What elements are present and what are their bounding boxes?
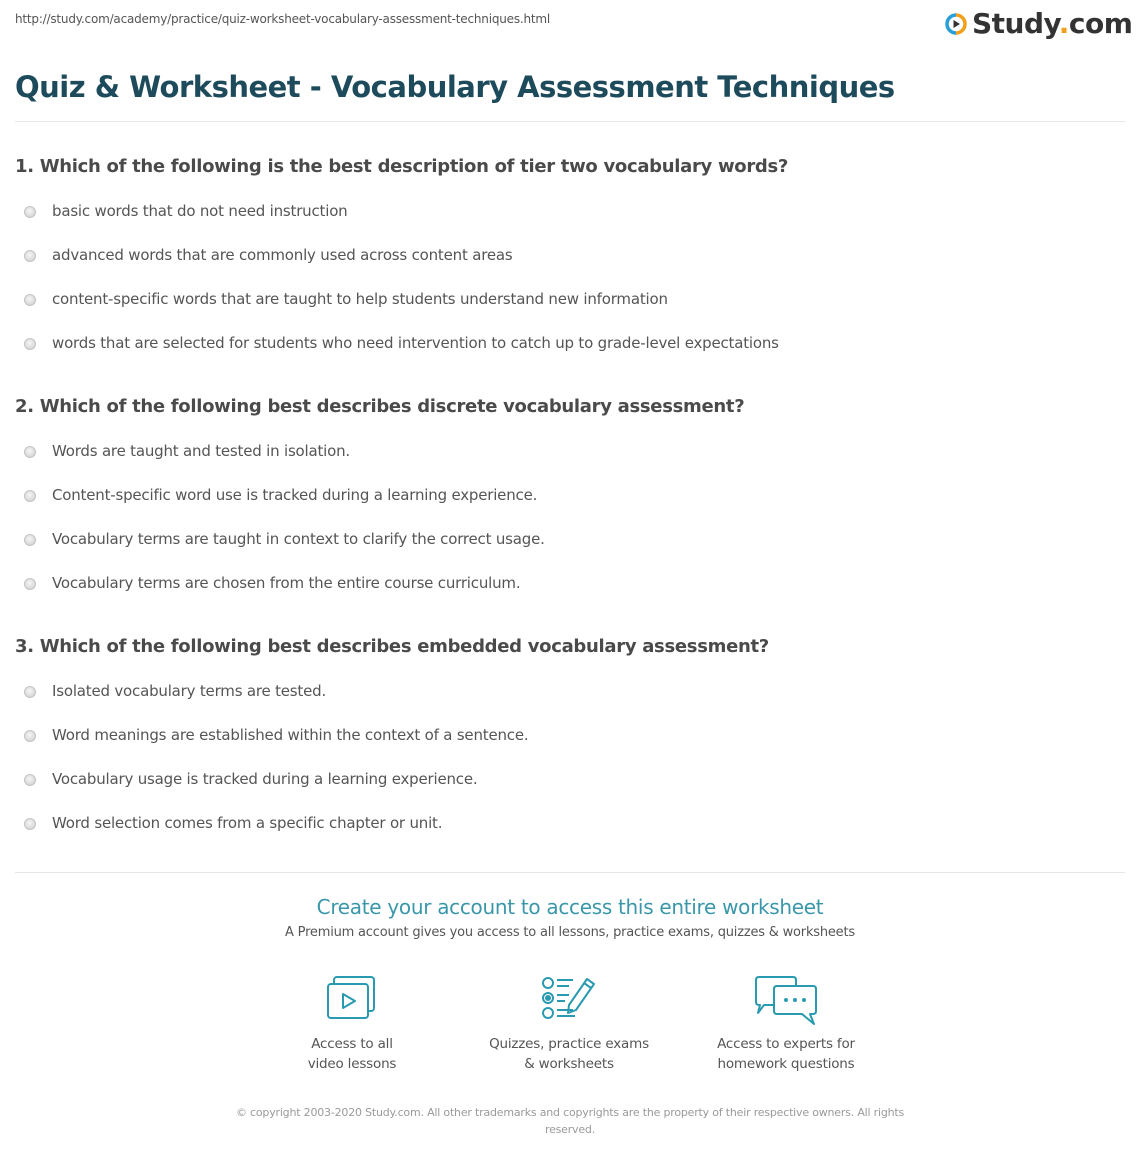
radio-button[interactable] [24,730,36,742]
answer-label: Vocabulary terms are taught in context to clarify the correct usage. [52,530,545,548]
chat-bubbles-icon [754,975,818,1027]
study-logo[interactable] [945,9,1132,39]
premium-description: A Premium account gives you access to all lessons, practice exams, quizzes & worksheets [285,925,855,940]
answer-label: Word meanings are established within the context of a sentence. [52,726,529,744]
radio-button[interactable] [24,206,36,218]
play-circle-logo-icon [945,13,967,35]
quiz-checklist-icon [541,975,597,1021]
answer-list [15,190,1125,366]
answer-label: basic words that do not need instruction [52,202,348,220]
answer-option[interactable] [24,758,1125,802]
answer-option[interactable] [24,518,1125,562]
copyright-notice: © copyright 2003-2020 Study.com. All other trademarks and copyrights are the property of their respective owners. All rights reserved. [235,1106,905,1136]
radio-button[interactable] [24,294,36,306]
question-title: 1. Which of the following is the best description of tier two vocabulary words? [15,156,789,177]
question-3 [15,635,1125,846]
answer-label: Vocabulary usage is tracked during a learning experience. [52,770,478,788]
radio-button[interactable] [24,578,36,590]
answer-label: Vocabulary terms are chosen from the entire course curriculum. [52,574,521,592]
feature-label: Access to experts for homework questions [717,1036,855,1072]
feature-label: Access to all video lessons [307,1036,397,1072]
answer-option[interactable] [24,278,1125,322]
answer-option[interactable] [24,474,1125,518]
section-divider [15,872,1125,873]
question-title: 2. Which of the following best describes discrete vocabulary assessment? [15,396,745,417]
radio-button[interactable] [24,818,36,830]
radio-button[interactable] [24,534,36,546]
answer-label: words that are selected for students who need intervention to catch up to grade-level expectations [52,334,779,352]
video-lessons-icon [326,975,378,1021]
page-title: Quiz & Worksheet - Vocabulary Assessment Techniques [15,70,895,104]
radio-button[interactable] [24,250,36,262]
answer-option[interactable] [24,714,1125,758]
create-account-heading[interactable]: Create your account to access this entire worksheet [316,895,824,919]
radio-button[interactable] [24,774,36,786]
radio-button[interactable] [24,446,36,458]
answer-option[interactable] [24,322,1125,366]
question-1 [15,155,1125,366]
answer-list [15,430,1125,606]
answer-option[interactable] [24,430,1125,474]
feature-video-lessons [252,975,452,1074]
answer-option[interactable] [24,670,1125,714]
question-2 [15,395,1125,606]
answer-label: advanced words that are commonly used across content areas [52,246,513,264]
radio-button[interactable] [24,686,36,698]
answer-option[interactable] [24,234,1125,278]
feature-label: Quizzes, practice exams & worksheets [489,1036,649,1072]
title-divider [15,121,1125,122]
answer-label: Words are taught and tested in isolation. [52,442,350,460]
answer-option[interactable] [24,562,1125,606]
page-url: http://study.com/academy/practice/quiz-worksheet-vocabulary-assessment-techniques.html [15,12,551,26]
answer-option[interactable] [24,190,1125,234]
radio-button[interactable] [24,490,36,502]
answer-label: Word selection comes from a specific chapter or unit. [52,814,443,832]
answer-label: Content-specific word use is tracked during a learning experience. [52,486,538,504]
answer-option[interactable] [24,802,1125,846]
logo-text: Study.com [972,7,1133,40]
question-title: 3. Which of the following best describes embedded vocabulary assessment? [15,636,769,657]
answer-label: content-specific words that are taught to help students understand new information [52,290,668,308]
radio-button[interactable] [24,338,36,350]
feature-experts [686,975,886,1074]
answer-label: Isolated vocabulary terms are tested. [52,682,327,700]
answer-list [15,670,1125,846]
feature-quizzes [469,975,669,1074]
